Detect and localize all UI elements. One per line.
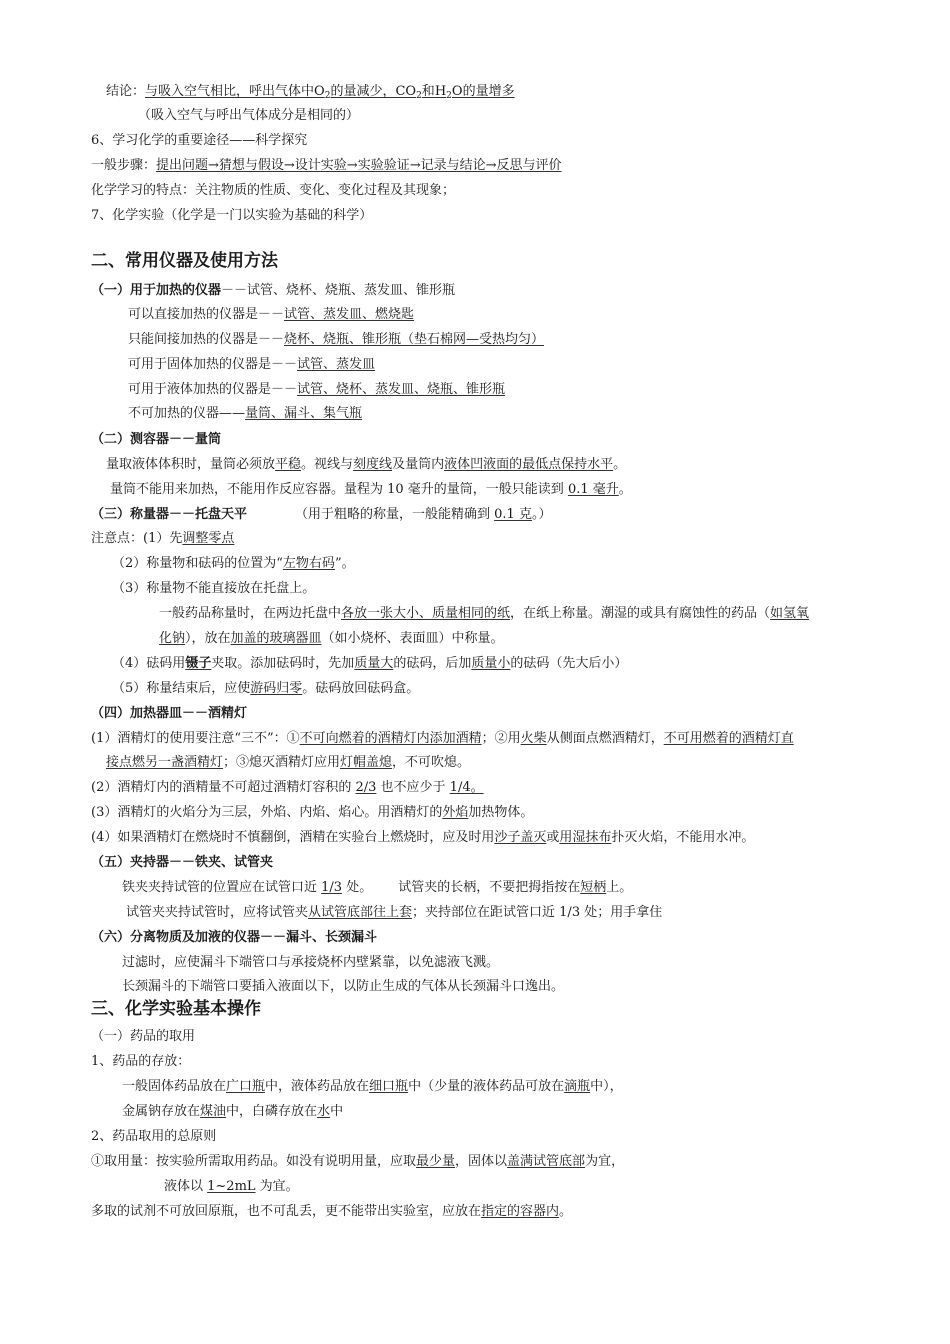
lamp-rule-3: (3）酒精灯的火焰分为三层，外焰、内焰、焰心。用酒精灯的外焰加热物体。: [91, 805, 534, 820]
section-6-title: 6、学习化学的重要途径——科学探究: [91, 133, 308, 148]
general-steps: 一般步骤：提出问题→猜想与假设→设计实验→实验验证→记录与结论→反思与评价: [91, 158, 562, 173]
part-3-subheading: （一）药品的取用: [91, 1029, 196, 1044]
learning-feature: 化学学习的特点：关注物质的性质、变化、变化过程及其现象；: [91, 183, 456, 198]
conclusion-line: 结论：与吸入空气相比，呼出气体中$O_2$的量减少，$CO_2$和$H_2O$的量增多: [106, 84, 515, 101]
group-1-line: 只能间接加热的仪器是－－烧杯、烧瓶、锥形瓶（垫石棉网—受热均匀）: [128, 332, 545, 347]
storage-heading: 1、药品的存放：: [91, 1054, 191, 1069]
conclusion-text: 与吸入空气相比，呼出气体中$O_2$的量减少，$CO_2$和$H_2O$的量增多: [145, 84, 515, 101]
balance-note-5: （5）称量结束后，应使游码归零。砝码放回砝码盒。: [112, 681, 420, 696]
group-1-line: 可用于液体加热的仪器是－－试管、烧杯、蒸发皿、烧瓶、锥形瓶: [128, 382, 506, 397]
balance-note-4: （4）砝码用镊子夹取。添加砝码时，先加质量大的砝码，后加质量小的砝码（先大后小）: [112, 656, 628, 671]
group-5-heading: （五）夹持器－－铁夹、试管夹: [91, 855, 274, 870]
group-1-line: 可以直接加热的仪器是－－试管、蒸发皿、燃烧匙: [128, 307, 415, 322]
balance-note-3-detail: 化钠），放在加盖的玻璃器皿（如小烧杯、表面皿）中称量。: [159, 631, 504, 646]
group-2-heading: （二）测容器－－量筒: [91, 432, 222, 447]
lamp-rule-1: (1）酒精灯的使用要注意“三不”：①不可向燃着的酒精灯内添加酒精；②用火柴从侧面点燃酒精灯，不可用燃着的酒精灯直: [91, 731, 794, 746]
lamp-rule-2: (2）酒精灯内的酒精量不可超过酒精灯容积的 2/3 也不应少于 1/4。: [91, 780, 484, 795]
group-4-heading: （四）加热器皿－－酒精灯: [91, 706, 248, 721]
part-3-heading: 三、化学实验基本操作: [91, 999, 261, 1019]
balance-note-3: （3）称量物不能直接放在托盘上。: [112, 581, 316, 596]
balance-note-3-detail: 一般药品称量时，在两边托盘中各放一张大小、质量相同的纸，在纸上称量。潮湿的或具有腐蚀性的药品（如氢氧: [159, 606, 810, 621]
clamp-line-1: 铁夹夹持试管的位置应在试管口近 1/3 处。 试管夹的长柄，不要把拇指按在短柄上。: [122, 880, 633, 895]
balance-note-2: （2）称量物和砝码的位置为“左物右码”。: [112, 556, 355, 571]
principle-line-3: 多取的试剂不可放回原瓶，也不可乱丢，更不能带出实验室，应放在指定的容器内。: [91, 1204, 573, 1219]
group-2-line: 量筒不能用来加热，不能用作反应容器。量程为 10 毫升的量筒，一般只能读到 0.1 毫升。: [110, 482, 632, 497]
balance-note-1: 注意点：(1）先调整零点: [91, 531, 235, 546]
conclusion-note: （吸入空气与呼出气体成分是相同的）: [138, 108, 360, 123]
lamp-rule-1-cont: 接点燃另一盏酒精灯；③熄灭酒精灯应用灯帽盖熄，不可吹熄。: [106, 755, 471, 770]
group-2-line: 量取液体体积时，量筒必须放平稳。视线与刻度线及量筒内液体凹液面的最低点保持水平。: [106, 457, 627, 472]
section-7-title: 7、化学实验（化学是一门以实验为基础的科学）: [91, 208, 373, 223]
lamp-rule-4: (4）如果酒精灯在燃烧时不慎翻倒，酒精在实验台上燃烧时，应及时用沙子盖灭或用湿抹布扑灭火焰，不能用水冲。: [91, 830, 755, 845]
group-6-heading: （六）分离物质及加液的仪器－－漏斗、长颈漏斗: [91, 930, 378, 945]
storage-line-2: 金属钠存放在煤油中，白磷存放在水中: [122, 1104, 344, 1119]
principle-line-1: ①取用量：按实验所需取用药品。如没有说明用量，应取最少量，固体以盖满试管底部为宜，: [91, 1154, 625, 1169]
group-1-heading: （一）用于加热的仪器－－试管、烧杯、烧瓶、蒸发皿、锥形瓶: [91, 283, 456, 298]
storage-line-1: 一般固体药品放在广口瓶中，液体药品放在细口瓶中（少量的液体药品可放在滴瓶中），: [122, 1079, 623, 1094]
clamp-line-2: 试管夹夹持试管时，应将试管夹从试管底部往上套；夹持部位在距试管口近 1/3 处；用手拿住: [126, 905, 663, 920]
funnel-line-1: 过滤时，应使漏斗下端管口与承接烧杯内壁紧靠，以免滤液飞溅。: [122, 955, 500, 970]
principle-line-2: 液体以 1~2mL 为宜。: [164, 1179, 299, 1194]
funnel-line-2: 长颈漏斗的下端管口要插入液面以下，以防止生成的气体从长颈漏斗口逸出。: [122, 979, 565, 994]
group-1-line: 不可加热的仪器——量筒、漏斗、集气瓶: [128, 406, 363, 421]
principle-heading: 2、药品取用的总原则: [91, 1129, 217, 1144]
group-3-heading: （三）称量器－－托盘天平 （用于粗略的称量，一般能精确到 0.1 克。）: [91, 507, 552, 522]
group-1-line: 可用于固体加热的仪器是－－试管、蒸发皿: [128, 357, 376, 372]
part-2-heading: 二、常用仪器及使用方法: [91, 251, 278, 271]
